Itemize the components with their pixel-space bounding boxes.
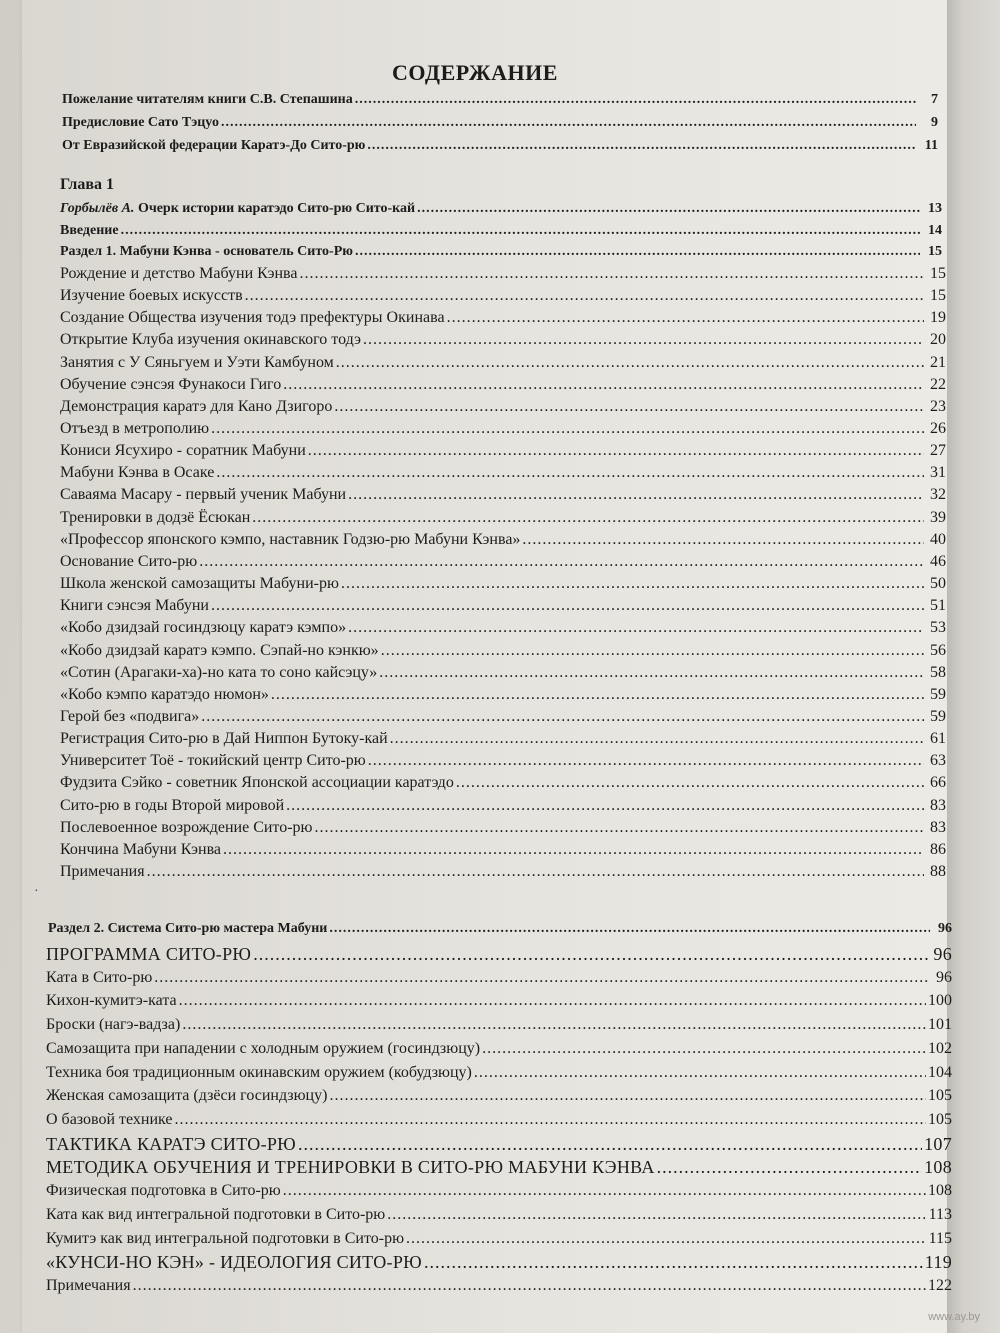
toc-entry-title: Предисловие Сато Тэцуо xyxy=(62,115,219,130)
toc-page-number: 88 xyxy=(930,863,946,880)
toc-entry xyxy=(62,136,938,156)
toc-entry xyxy=(60,552,946,572)
toc-leader-dots xyxy=(329,919,930,939)
toc-leader-dots xyxy=(474,1063,926,1083)
toc-leader-dots xyxy=(201,707,924,727)
toc-page-number: 104 xyxy=(928,1064,952,1081)
toc-entry-title: Отъезд в метрополию xyxy=(60,420,210,437)
toc-page-number: 96 xyxy=(933,944,952,964)
toc-entry xyxy=(60,641,946,661)
toc-leader-dots xyxy=(221,113,916,133)
toc-page-number: 51 xyxy=(930,597,946,614)
toc-entry-title: Рождение и детство Мабуни Кэнва xyxy=(60,265,298,282)
toc-page-number: 102 xyxy=(928,1040,952,1057)
toc-entry xyxy=(60,729,946,749)
toc-entry xyxy=(46,1039,952,1059)
toc-page-number: 9 xyxy=(931,115,938,130)
toc-entry xyxy=(60,796,946,816)
toc-page-number: 50 xyxy=(930,575,946,592)
toc-leader-dots xyxy=(175,1110,926,1130)
toc-entry-title: Броски (нагэ-вадза) xyxy=(46,1016,181,1033)
toc-entry xyxy=(62,90,938,110)
toc-entry-title: От Евразийской федерации Каратэ-До Сито-рю xyxy=(62,138,366,153)
toc-entry xyxy=(46,1063,952,1083)
toc-entry xyxy=(60,463,946,483)
toc-page-number: 15 xyxy=(928,244,942,259)
toc-entry-title: «Профессор японского кэмпо, наставник Годзю-рю Мабуни Кэнва» xyxy=(60,531,521,548)
toc-leader-dots xyxy=(355,242,920,262)
toc-leader-dots xyxy=(283,1181,926,1201)
toc-entry-title: Самозащита при нападении с холодным оружием (госиндзюцу) xyxy=(46,1040,481,1057)
toc-entry-title xyxy=(60,199,415,219)
toc-entry-title: Сито-рю в годы Второй мировой xyxy=(60,797,285,814)
toc-entry-text: Очерк истории каратэдо Сито-рю Сито-кай xyxy=(134,201,416,216)
toc-page-number: 14 xyxy=(928,223,942,238)
toc-leader-dots xyxy=(390,729,924,749)
toc-leader-dots xyxy=(367,136,916,156)
toc-entry xyxy=(60,773,946,793)
toc-page-number: 119 xyxy=(924,1252,952,1272)
toc-leader-dots xyxy=(348,618,924,638)
toc-entry xyxy=(46,1086,952,1106)
toc-entry-title: Раздел 2. Система Сито-рю мастера Мабуни xyxy=(48,921,328,936)
toc-page-number: 32 xyxy=(930,486,946,503)
toc-page-number: 122 xyxy=(928,1277,952,1294)
toc-leader-dots xyxy=(379,663,924,683)
toc-page-number: 86 xyxy=(930,841,946,858)
toc-page-number: 7 xyxy=(931,92,938,107)
toc-page-number: 66 xyxy=(930,774,946,791)
toc-leader-dots xyxy=(387,1205,926,1225)
toc-page-number: 26 xyxy=(930,420,946,437)
toc-leader-dots xyxy=(179,991,926,1011)
toc-page-number: 15 xyxy=(930,287,946,304)
toc-leader-dots xyxy=(286,796,924,816)
toc-page-number: 115 xyxy=(928,1230,952,1247)
margin-mark: · xyxy=(34,884,39,899)
toc-entry xyxy=(60,264,946,284)
toc-page-number: 39 xyxy=(930,509,946,526)
toc-entry xyxy=(60,707,946,727)
toc-page-number: 20 xyxy=(930,331,946,348)
toc-entry xyxy=(60,353,946,373)
toc-entry-title: ПРОГРАММА СИТО-РЮ xyxy=(46,944,252,964)
toc-entry-title: Школа женской самозащиты Мабуни-рю xyxy=(60,575,339,592)
toc-entry-title: Фудзита Сэйко - советник Японской ассоциации каратэдо xyxy=(60,774,454,791)
toc-entry xyxy=(60,221,942,241)
toc-entry xyxy=(60,618,946,638)
toc-entry-title: Основание Сито-рю xyxy=(60,553,198,570)
toc-leader-dots xyxy=(406,1229,927,1249)
toc-leader-dots xyxy=(121,221,920,241)
chapter-heading: Глава 1 xyxy=(60,176,114,193)
toc-entry xyxy=(60,397,946,417)
toc-entry xyxy=(48,919,952,939)
toc-entry xyxy=(46,1015,952,1035)
toc-entry-title: Ката как вид интегральной подготовки в Сито-рю xyxy=(46,1206,386,1223)
toc-leader-dots xyxy=(216,463,924,483)
toc-entry xyxy=(60,419,946,439)
toc-leader-dots xyxy=(363,330,924,350)
toc-leader-dots xyxy=(355,90,916,110)
toc-leader-dots xyxy=(211,596,924,616)
toc-leader-dots xyxy=(223,840,924,860)
toc-entry xyxy=(60,508,946,528)
toc-entry-title: Женская самозащита (дзёси госиндзюцу) xyxy=(46,1087,328,1104)
toc-entry-title: «Кобо дзидзай госиндзюцу каратэ кэмпо» xyxy=(60,619,347,636)
toc-page-number: 105 xyxy=(928,1087,952,1104)
toc-entry-title: Ката в Сито-рю xyxy=(46,969,153,986)
toc-leader-dots xyxy=(417,199,920,219)
toc-page-number: 31 xyxy=(930,464,946,481)
toc-page-number: 61 xyxy=(930,730,946,747)
toc-entry-title: Техника боя традиционным окинавским оружием (кобудзюцу) xyxy=(46,1064,472,1081)
toc-page-number: 101 xyxy=(928,1016,952,1033)
toc-entry xyxy=(46,1181,952,1201)
toc-entry-title: Демонстрация каратэ для Кано Дзигоро xyxy=(60,398,333,415)
toc-page-number: 22 xyxy=(930,376,946,393)
toc-page-number: 96 xyxy=(936,969,952,986)
toc-entry-title: Тренировки в додзё Ёсюкан xyxy=(60,509,251,526)
toc-entry-title: Книги сэнсэя Мабуни xyxy=(60,597,209,614)
toc-entry xyxy=(60,663,946,683)
toc-page-number: 108 xyxy=(928,1182,952,1199)
toc-page-number: 113 xyxy=(928,1206,952,1223)
toc-leader-dots xyxy=(299,264,924,284)
toc-entry-title: Кончина Мабуни Кэнва xyxy=(60,841,222,858)
toc-entry xyxy=(46,1157,952,1177)
page-title: СОДЕРЖАНИЕ xyxy=(392,60,558,85)
toc-leader-dots xyxy=(482,1039,926,1059)
toc-entry xyxy=(46,1205,952,1225)
toc-entry-title: Университет Тоё - токийский центр Сито-рю xyxy=(60,752,366,769)
toc-leader-dots xyxy=(133,1276,926,1296)
toc-page-number: 56 xyxy=(930,642,946,659)
toc-entry xyxy=(60,330,946,350)
toc-entry xyxy=(60,485,946,505)
toc-entry-title: Создание Общества изучения тодэ префектуры Окинава xyxy=(60,309,445,326)
toc-leader-dots xyxy=(341,574,924,594)
toc-page-number: 100 xyxy=(928,992,952,1009)
toc-leader-dots xyxy=(211,419,924,439)
toc-leader-dots xyxy=(657,1157,922,1177)
toc-entry xyxy=(60,441,946,461)
toc-entry xyxy=(46,1134,952,1154)
toc-entry-title: Открытие Клуба изучения окинавского тодэ xyxy=(60,331,362,348)
toc-leader-dots xyxy=(253,944,930,964)
toc-page-number: 23 xyxy=(930,398,946,415)
toc-entry-title: О базовой технике xyxy=(46,1111,173,1128)
toc-entry-title: Саваяма Масару - первый ученик Мабуни xyxy=(60,486,347,503)
toc-entry-title: Регистрация Сито-рю в Дай Ниппон Бутоку-кай xyxy=(60,730,388,747)
toc-page-number: 59 xyxy=(930,708,946,725)
toc-entry xyxy=(60,751,946,771)
toc-page-number: 83 xyxy=(930,797,946,814)
toc-page-number: 58 xyxy=(930,664,946,681)
toc-entry-title: ТАКТИКА КАРАТЭ СИТО-РЮ xyxy=(46,1134,296,1154)
watermark: www.ay.by xyxy=(928,1311,980,1323)
toc-entry xyxy=(60,375,946,395)
toc-entry-author: Горбылёв А. xyxy=(60,201,135,216)
toc-page-number: 46 xyxy=(930,553,946,570)
toc-entry xyxy=(46,1276,952,1296)
toc-entry xyxy=(60,862,946,882)
toc-page-number: 83 xyxy=(930,819,946,836)
toc-page-number: 40 xyxy=(930,531,946,548)
toc-leader-dots xyxy=(336,353,924,373)
toc-entry xyxy=(60,596,946,616)
toc-entry-title: «Кобо кэмпо каратэдо нюмон» xyxy=(60,686,269,703)
toc-page-number: 11 xyxy=(924,138,938,153)
page-edge xyxy=(947,0,1000,1333)
toc-entry-title: Кумитэ как вид интегральной подготовки в Сито-рю xyxy=(46,1230,405,1247)
toc-entry-title: «КУНСИ-НО КЭН» - ИДЕОЛОГИЯ СИТО-РЮ xyxy=(46,1252,422,1272)
toc-entry-title: Физическая подготовка в Сито-рю xyxy=(46,1182,281,1199)
toc-entry xyxy=(46,1229,952,1249)
toc-leader-dots xyxy=(154,968,930,988)
toc-page-number: 108 xyxy=(924,1157,952,1177)
toc-leader-dots xyxy=(381,641,924,661)
toc-page-number: 27 xyxy=(930,442,946,459)
toc-entry xyxy=(46,968,952,988)
toc-entry-title: Введение xyxy=(60,223,119,238)
toc-page-number: 21 xyxy=(930,354,946,371)
toc-leader-dots xyxy=(315,818,925,838)
toc-entry xyxy=(60,840,946,860)
toc-entry xyxy=(46,991,952,1011)
toc-page-number: 105 xyxy=(928,1111,952,1128)
toc-entry-title: Кихон-кумитэ-ката xyxy=(46,992,177,1009)
toc-page-number: 53 xyxy=(930,619,946,636)
toc-leader-dots xyxy=(199,552,924,572)
toc-entry-title: Примечания xyxy=(46,1277,131,1294)
toc-page-number: 96 xyxy=(938,921,952,936)
toc-entry xyxy=(60,308,946,328)
toc-entry xyxy=(60,199,942,219)
toc-entry-title: «Кобо дзидзай каратэ кэмпо. Сэпай-но кэнкю» xyxy=(60,642,379,659)
toc-entry xyxy=(46,944,952,964)
toc-entry-title: Занятия с У Сяньгуем и Уэти Камбуном xyxy=(60,354,334,371)
toc-page-number: 15 xyxy=(930,265,946,282)
toc-leader-dots xyxy=(456,773,924,793)
toc-entry-title: МЕТОДИКА ОБУЧЕНИЯ И ТРЕНИРОВКИ В СИТО-РЮ МАБУНИ КЭНВА xyxy=(46,1157,655,1177)
toc-entry-title: «Сотин (Арагаки-ха)-но ката то соно кайсэцу» xyxy=(60,664,378,681)
toc-leader-dots xyxy=(252,508,924,528)
toc-entry xyxy=(62,113,938,133)
toc-page-number: 63 xyxy=(930,752,946,769)
toc-entry-title: Изучение боевых искусств xyxy=(60,287,243,304)
toc-entry-title: Мабуни Кэнва в Осаке xyxy=(60,464,215,481)
toc-entry-title: Примечания xyxy=(60,863,145,880)
toc-entry xyxy=(60,286,946,306)
toc-leader-dots xyxy=(182,1015,926,1035)
toc-page-number: 107 xyxy=(924,1134,952,1154)
toc-entry xyxy=(46,1110,952,1130)
toc-entry xyxy=(60,242,942,262)
toc-leader-dots xyxy=(348,485,924,505)
toc-leader-dots xyxy=(329,1086,926,1106)
toc-entry xyxy=(60,574,946,594)
toc-leader-dots xyxy=(308,441,924,461)
toc-entry xyxy=(60,818,946,838)
toc-leader-dots xyxy=(245,286,924,306)
toc-entry-title: Раздел 1. Мабуни Кэнва - основатель Сито-Рю xyxy=(60,244,353,259)
toc-leader-dots xyxy=(283,375,924,395)
toc-entry-title: Кониси Ясухиро - соратник Мабуни xyxy=(60,442,306,459)
toc-leader-dots xyxy=(271,685,924,705)
toc-leader-dots xyxy=(298,1134,922,1154)
toc-entry-title: Послевоенное возрождение Сито-рю xyxy=(60,819,313,836)
toc-leader-dots xyxy=(368,751,924,771)
toc-entry-title: Обучение сэнсэя Фунакоси Гиго xyxy=(60,376,282,393)
toc-entry xyxy=(46,1252,952,1272)
toc-page-number: 59 xyxy=(930,686,946,703)
toc-leader-dots xyxy=(522,530,924,550)
toc-entry xyxy=(60,530,946,550)
toc-entry xyxy=(60,685,946,705)
toc-page-number: 19 xyxy=(930,309,946,326)
toc-leader-dots xyxy=(424,1252,923,1272)
toc-entry-title: Герой без «подвига» xyxy=(60,708,200,725)
toc-entry-title: Пожелание читателям книги С.В. Степашина xyxy=(62,92,353,107)
toc-leader-dots xyxy=(447,308,924,328)
toc-leader-dots xyxy=(334,397,924,417)
toc-leader-dots xyxy=(147,862,924,882)
toc-page-number: 13 xyxy=(928,201,942,216)
